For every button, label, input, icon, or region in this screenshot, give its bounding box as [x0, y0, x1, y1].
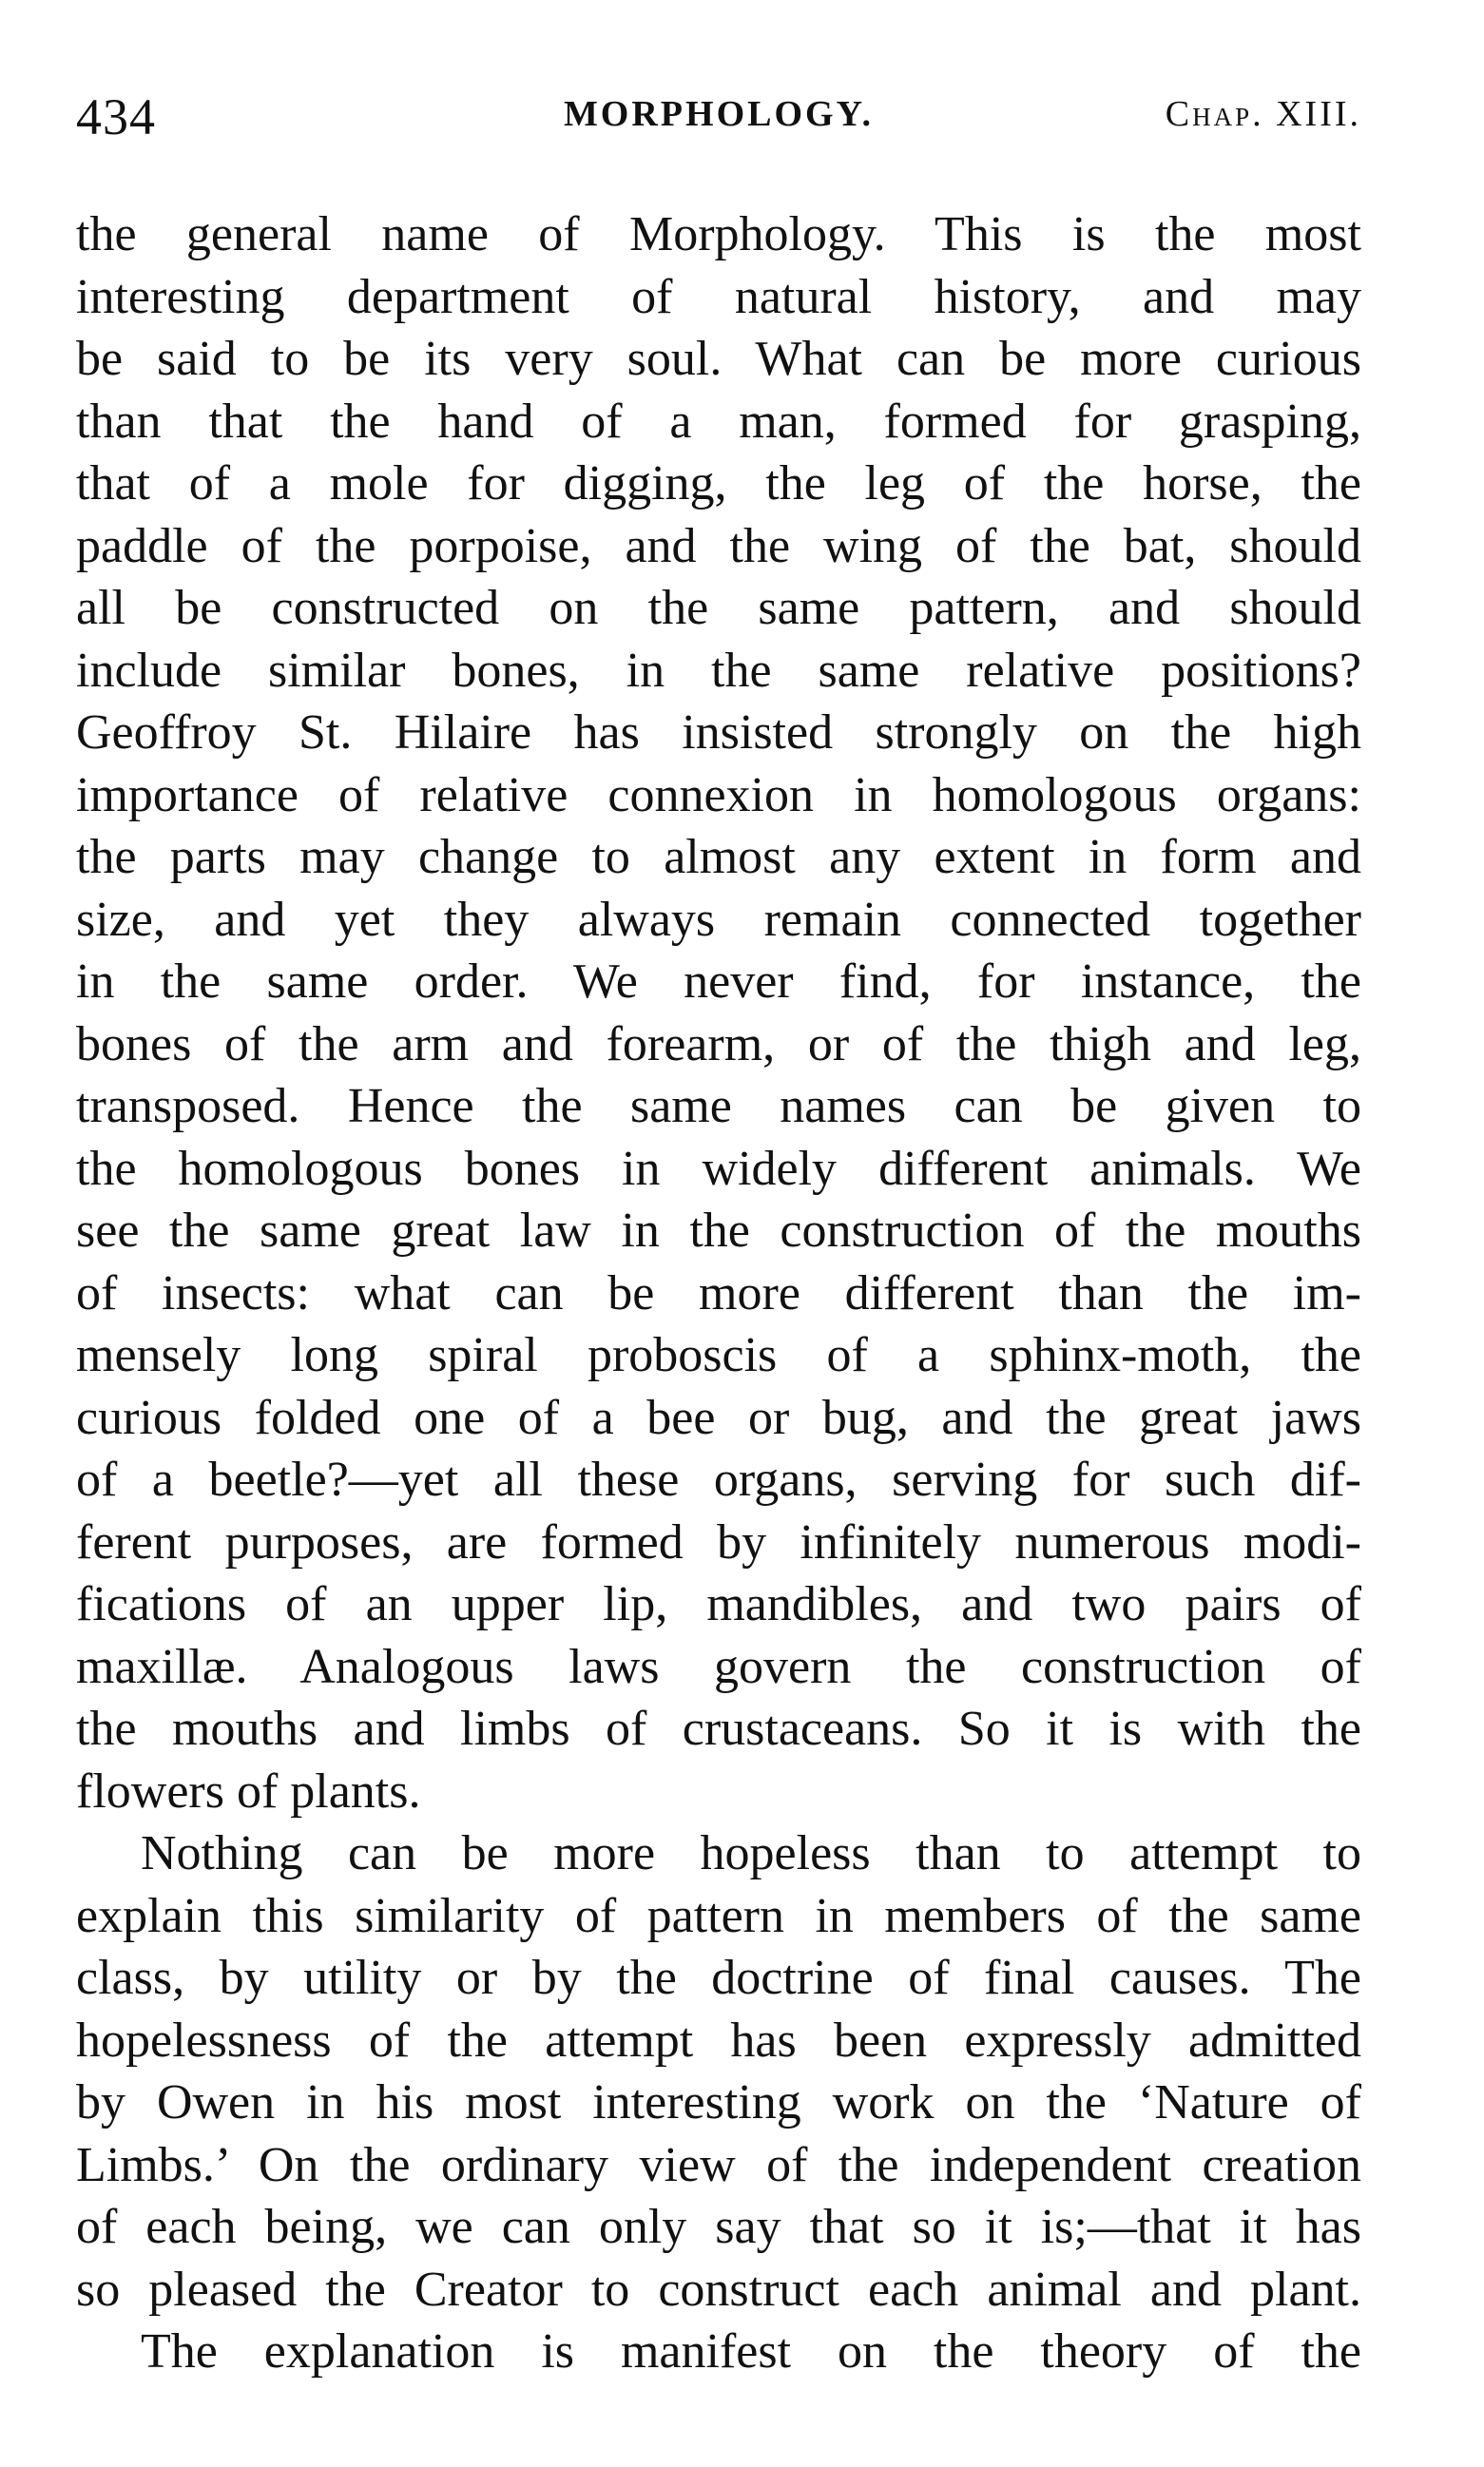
text-line: include similar bones, in the same relative positions?: [76, 643, 1361, 698]
chapter-label: Chap. XIII.: [1165, 94, 1361, 134]
text-line: transposed. Hence the same names can be given to: [76, 1079, 1361, 1133]
text-line: Nothing can be more hopeless than to attempt to: [141, 1826, 1361, 1880]
text-line: in the same order. We never find, for instance, the: [76, 954, 1361, 1009]
text-line: fications of an upper lip, mandibles, and two pairs of: [76, 1577, 1361, 1631]
text-line: ferent purposes, are formed by infinitely numerous modi-: [76, 1514, 1361, 1570]
text-line: of a beetle?—yet all these organs, serving for such dif-: [76, 1453, 1361, 1507]
body-text: [76, 203, 1361, 2383]
text-line: hopelessness of the attempt has been expressly admitted: [76, 2013, 1361, 2068]
text-line: mensely long spiral proboscis of a sphinx-moth, the: [76, 1328, 1361, 1382]
text-line: of each being, we can only say that so it is;—that it has: [76, 2200, 1361, 2254]
text-line: by Owen in his most interesting work on the ‘Nature of: [76, 2075, 1361, 2130]
running-head: [76, 87, 1361, 154]
text-line: see the same great law in the construction of the mouths: [76, 1204, 1361, 1258]
paragraph-3: [76, 2321, 1361, 2383]
text-line: paddle of the porpoise, and the wing of the bat, should: [76, 518, 1361, 573]
text-line: of insects: what can be more different than the im-: [76, 1265, 1361, 1320]
text-line: Geoffroy St. Hilaire has insisted strongly on the high: [76, 705, 1361, 760]
text-line: than that the hand of a man, formed for grasping,: [76, 394, 1361, 449]
text-line: flowers of plants.: [76, 1764, 421, 1819]
text-line: class, by utility or by the doctrine of final causes. The: [76, 1951, 1361, 2005]
paragraph-1: [76, 203, 1361, 1822]
page-number: 434: [76, 88, 156, 145]
text-line: importance of relative connexion in homologous organs:: [76, 767, 1361, 822]
text-line: be said to be its very soul. What can be more curious: [76, 332, 1361, 386]
text-line: all be constructed on the same pattern, and should: [76, 581, 1361, 635]
text-line: bones of the arm and forearm, or of the thigh and leg,: [76, 1016, 1361, 1071]
text-line: interesting department of natural history, and may: [76, 269, 1361, 324]
text-line: curious folded one of a bee or bug, and the great jaws: [76, 1390, 1361, 1445]
text-line: the parts may change to almost any extent in form and: [76, 830, 1361, 884]
text-line: that of a mole for digging, the leg of the horse, the: [76, 456, 1361, 511]
text-line: explain this similarity of pattern in members of the same: [76, 1888, 1361, 1943]
text-line: The explanation is manifest on the theory of the: [141, 2324, 1361, 2379]
text-line: Limbs.’ On the ordinary view of the independent creation: [76, 2137, 1361, 2192]
text-line: the homologous bones in widely different animals. We: [76, 1141, 1361, 1196]
text-line: so pleased the Creator to construct each animal and plant.: [76, 2262, 1361, 2317]
text-line: the general name of Morphology. This is the most: [76, 207, 1361, 261]
text-line: the mouths and limbs of crustaceans. So it is with the: [76, 1702, 1361, 1756]
text-line: maxillæ. Analogous laws govern the construction of: [76, 1639, 1361, 1694]
paragraph-2: [76, 1822, 1361, 2321]
text-line: size, and yet they always remain connected together: [76, 892, 1361, 947]
header-title: MORPHOLOGY.: [563, 94, 875, 134]
